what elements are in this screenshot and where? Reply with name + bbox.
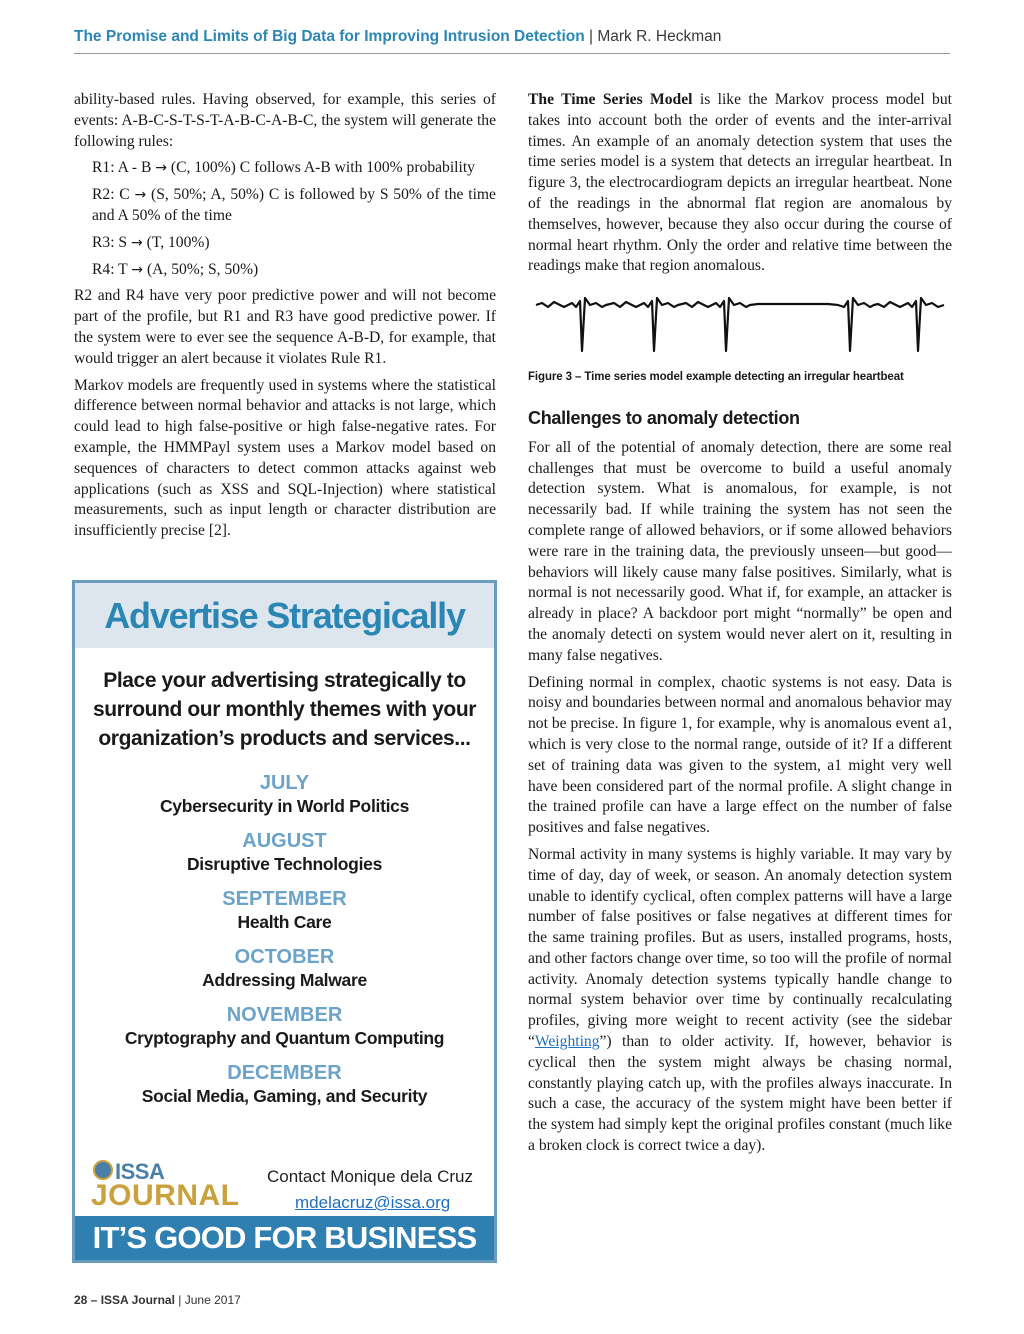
advertisement-box [72, 580, 497, 1263]
rule-r3-rhs: (T, 100%) [146, 233, 210, 251]
footer-separator: | [174, 1293, 185, 1307]
ad-month-item [75, 771, 494, 817]
left-column [74, 90, 496, 548]
right-column [528, 90, 952, 1163]
arrow-icon: → [155, 160, 167, 177]
ad-contact-name: Contact Monique dela Cruz [267, 1167, 474, 1186]
month-name: NOVEMBER [226, 1004, 343, 1026]
time-series-term: The Time Series Model [528, 91, 693, 108]
header-divider [74, 53, 950, 54]
arrow-icon: → [131, 261, 144, 278]
right-paragraph-1-text: is like the Markov process model but takes into account both the order of events and the inter-arrival times. An example of an anomaly detection system that uses the time series model is a system that detects an irregular heartbeat. In figure 3, the electrocardiogram depicts an irregular heartbeat. None of the readings in the abnormal flat region are anomalous by themselves, however, because they also occur during the course of normal heart rhythm. Only the order and relative time between the readings make that region anomalous. [528, 91, 952, 275]
arrow-icon: → [134, 187, 147, 204]
month-name: JULY [259, 772, 310, 794]
ad-month-item [75, 1003, 494, 1049]
page-footer [74, 1293, 241, 1307]
rule-r1-rhs: (C, 100%) C follows A-B with 100% probability [170, 159, 475, 177]
rule-r3 [92, 233, 496, 254]
month-name: SEPTEMBER [222, 888, 347, 910]
logo-journal-text: JOURNAL [91, 1179, 240, 1212]
left-paragraph-1: ability-based rules. Having observed, for example, this series of events: A-B-C-S-T-S-T-A-B-C-A-B-C, the system will generate the following rules: [74, 91, 496, 150]
section-heading: Challenges to anomaly detection [528, 407, 800, 428]
right-paragraph-4 [528, 845, 952, 1157]
right-paragraph-4-end: ”) than to older activity. If, however, behavior is cyclical then the system might always be chasing normal, constantly playing catch up, with the profiles always inaccurate. In such a case, the accuracy of the system might have been better if the system had simply kept the original profiles constant (much like a broken clock is correct twice a day). [528, 1033, 952, 1155]
ad-month-item [75, 1061, 494, 1107]
right-paragraph-2: For all of the potential of anomaly detection, there are some real challenges that must be overcome to build a useful anomaly detection system. What is anomalous, for example, is not necessarily bad. If while training the system has not seen the complete range of allowed behaviors, or if some allowed behaviors were rare in the training data, the previously unseen—but good—behaviors will likely cause many false positives. Similarly, what is normal is not necessarily good. What if, for example, an attacker is already in place? A backdoor port might “normally” be open and the anomaly detecti on system would never alert on it, resulting in many false negatives. [528, 438, 952, 664]
ad-month-item [75, 829, 494, 875]
month-theme: Disruptive Technologies [186, 854, 383, 874]
running-header [74, 28, 950, 46]
rule-r2-rhs: (S, 50%; A, 50%) C is followed by S 50% of the time and A 50% of the time [92, 186, 496, 224]
month-theme: Cryptography and Quantum Computing [124, 1028, 445, 1048]
ecg-trace [536, 298, 944, 351]
right-paragraph-3: Defining normal in complex, chaotic systems is not easy. Data is noisy and boundaries between normal and anomalous behavior may not be precise. In figure 1, for example, why is anomalous event a1, which is very close to the normal range, outside of it? If a different set of training data was given to the system, a1 might very well have been considered part of the normal profile. A slight change in the trained profile can have a large effect on the number of false positives and false negatives. [528, 673, 952, 837]
rule-r2 [92, 185, 496, 227]
ad-intro: Place your advertising strategically to surround our monthly themes with your organization’s products and services... [92, 669, 477, 750]
right-paragraph-1 [528, 90, 952, 277]
left-paragraph-3: Markov models are frequently used in systems where the statistical difference between normal behavior and attacks is not large, which could lead to high false-positive or high false-negative rates. For example, the HMMPayl system uses a Markov model based on sequences of characters to detect common attacks against web applications (such as XSS and SQL-Injection) where statistical measurements, such as input length or character distribution are insufficiently precise [2]. [74, 376, 496, 540]
header-title: The Promise and Limits of Big Data for Improving Intrusion Detection [74, 28, 585, 45]
ad-month-item [75, 945, 494, 991]
logo-issa-text: ISSA [115, 1159, 165, 1184]
month-theme: Health Care [237, 912, 332, 932]
rule-r4-rhs: (A, 50%; S, 50%) [146, 260, 259, 278]
ad-title-band [75, 583, 494, 648]
weighting-sidebar-link[interactable]: Weighting [534, 1033, 600, 1051]
right-paragraph-4-start: Normal activity in many systems is highly variable. It may vary by time of day, day of week, or season. An anomaly detection system unable to identify cyclical, often complex patterns will have a large number of false positives or false negatives at different times for the same training profiles. But as users, installed programs, hosts, and other factors change over time, so too will the profile of normal activity. Anomaly detection systems typically handle change to normal system behavior over time by continually recalculating profiles, giving more weight to recent activity (see the sidebar “ [528, 845, 952, 1051]
ecg-waveform [528, 293, 952, 355]
ad-month-list [75, 771, 494, 1107]
rule-r3-lhs: R3: S [92, 233, 128, 251]
footer-date: June 2017 [184, 1293, 241, 1307]
rule-r1-lhs: R1: A - B [92, 159, 152, 177]
arrow-icon: → [131, 234, 143, 251]
ad-contact-email-link[interactable]: mdelacruz@issa.org [295, 1193, 451, 1212]
month-name: OCTOBER [234, 946, 335, 968]
rule-r4 [92, 260, 496, 281]
ad-contact-area [75, 1157, 494, 1219]
ad-title: Advertise Strategically [104, 595, 465, 636]
issa-journal-logo [91, 1157, 266, 1215]
rule-r4-lhs: R4: T [92, 260, 128, 278]
month-name: AUGUST [242, 830, 327, 852]
left-paragraph-2: R2 and R4 have very poor predictive power and will not become part of the profile, but R1 and R3 have good predictive power. If the system were to ever see the sequence A-B-D, for example, that would trigger an alert because it violates Rule R1. [74, 287, 496, 367]
month-theme: Social Media, Gaming, and Security [141, 1086, 428, 1106]
globe-icon [93, 1160, 113, 1180]
footer-page-label: 28 – ISSA Journal [74, 1293, 175, 1307]
ad-month-item [75, 887, 494, 933]
rule-r2-lhs: R2: C [92, 186, 130, 204]
month-name: DECEMBER [227, 1062, 342, 1084]
ad-tagline: IT’S GOOD FOR BUSINESS [75, 1216, 494, 1260]
header-author: Mark R. Heckman [597, 28, 722, 45]
month-theme: Cybersecurity in World Politics [159, 796, 410, 816]
figure-3-ecg [528, 293, 952, 355]
header-separator: | [584, 28, 598, 45]
month-theme: Addressing Malware [202, 970, 367, 990]
rule-r1 [92, 158, 496, 179]
figure-caption: Figure 3 – Time series model example detecting an irregular heartbeat [528, 371, 904, 384]
